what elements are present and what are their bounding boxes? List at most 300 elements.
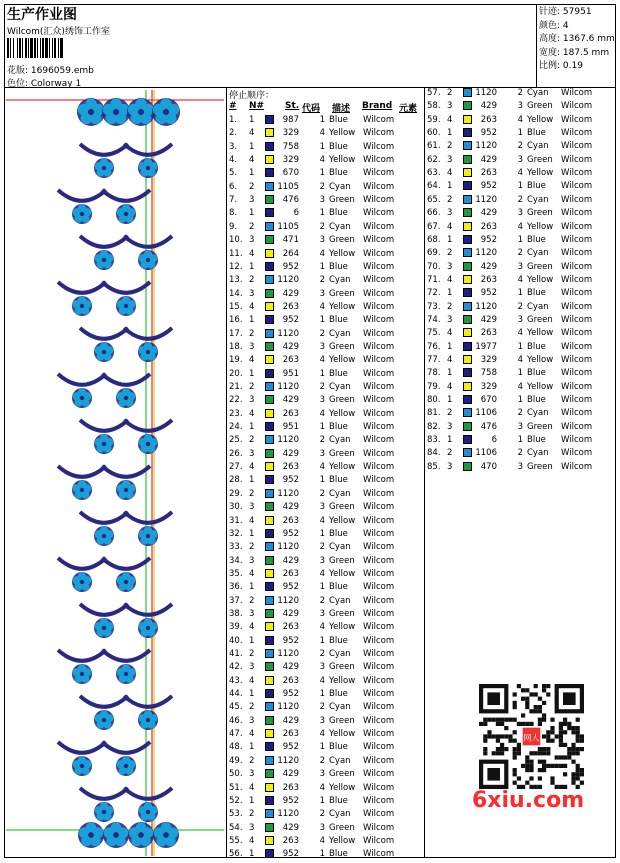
brand-name: Wilcom	[363, 515, 395, 526]
stop-row	[427, 101, 620, 114]
stitch-count: 263	[282, 515, 299, 526]
color-description: Blue	[329, 582, 348, 593]
color-swatch	[265, 823, 274, 832]
color-swatch	[265, 168, 274, 177]
needle-number: 4	[249, 835, 255, 846]
color-description: Cyan	[329, 649, 351, 659]
needle-number: 1	[447, 368, 453, 379]
stop-index: 62.	[427, 154, 441, 165]
color-code: 4	[517, 168, 523, 179]
brand-name: Wilcom	[363, 235, 395, 246]
stop-row	[229, 582, 424, 595]
color-swatch	[265, 435, 274, 444]
stop-index: 23.	[229, 408, 243, 419]
stop-row	[229, 409, 424, 422]
color-description: Green	[329, 715, 355, 726]
stitch-count: 263	[480, 114, 497, 125]
needle-number: 4	[447, 328, 453, 339]
color-description: Green	[329, 195, 355, 206]
stitch-count: 6	[293, 208, 299, 219]
stop-index: 55.	[229, 835, 243, 846]
stop-row	[229, 529, 424, 542]
stat-value: 0.19	[562, 61, 583, 71]
brand-name: Wilcom	[363, 462, 395, 473]
color-code: 3	[319, 395, 325, 406]
brand-name: Wilcom	[363, 328, 395, 339]
needle-number: 3	[249, 822, 255, 833]
brand-name: Wilcom	[363, 782, 395, 793]
stitch-count: 263	[282, 568, 299, 579]
needle-number: 2	[249, 435, 255, 446]
stop-row	[229, 742, 424, 755]
stitch-count: 263	[480, 274, 497, 285]
color-description: Blue	[329, 742, 348, 753]
preview-divider	[226, 87, 227, 858]
stop-row	[229, 249, 424, 262]
design-preview	[6, 90, 224, 856]
color-swatch	[463, 408, 472, 417]
color-swatch	[265, 849, 274, 858]
stop-index: 7.	[229, 195, 238, 206]
brand-name: Wilcom	[363, 448, 395, 459]
stop-index: 53.	[229, 809, 243, 820]
color-description: Green	[527, 461, 553, 472]
color-code: 2	[319, 221, 325, 232]
color-swatch	[265, 342, 274, 351]
stitch-count: 952	[282, 261, 299, 272]
brand-name: Wilcom	[561, 261, 593, 272]
color-code: 2	[517, 248, 523, 259]
brand-name: Wilcom	[363, 341, 395, 352]
color-description: Blue	[527, 181, 546, 192]
color-code: 1	[319, 528, 325, 539]
stop-index: 49.	[229, 755, 243, 766]
stop-index: 71.	[427, 274, 441, 285]
color-description: Blue	[329, 368, 348, 379]
stop-index: 84.	[427, 448, 441, 459]
stop-index: 10.	[229, 235, 243, 246]
color-description: Green	[329, 769, 355, 780]
needle-number: 4	[447, 221, 453, 232]
color-swatch	[265, 235, 274, 244]
color-swatch	[265, 449, 274, 458]
needle-number: 4	[249, 568, 255, 579]
brand-name: Wilcom	[363, 795, 395, 806]
color-description: Yellow	[329, 301, 356, 312]
needle-number: 4	[249, 155, 255, 166]
stop-index: 48.	[229, 742, 243, 753]
color-code: 1	[319, 422, 325, 433]
stitch-count: 6	[491, 435, 497, 446]
brand-name: Wilcom	[363, 475, 395, 486]
color-code: 1	[319, 742, 325, 753]
stop-index: 68.	[427, 234, 441, 245]
color-code: 4	[517, 328, 523, 339]
stitch-count: 263	[282, 301, 299, 312]
color-swatch	[265, 502, 274, 511]
stop-index: 79.	[427, 381, 441, 392]
color-description: Yellow	[329, 355, 356, 366]
color-description: Green	[527, 314, 553, 325]
stop-row	[427, 155, 620, 168]
stop-row	[427, 128, 620, 141]
stop-row	[427, 368, 620, 381]
stop-row	[427, 302, 620, 315]
brand-name: Wilcom	[363, 595, 395, 606]
stop-index: 60.	[427, 128, 441, 139]
stop-index: 33.	[229, 542, 243, 553]
brand-name: Wilcom	[363, 261, 395, 272]
stop-index: 20.	[229, 368, 243, 379]
brand-name: Wilcom	[561, 448, 593, 459]
color-code: 1	[517, 341, 523, 352]
needle-number: 3	[249, 502, 255, 513]
brand-name: Wilcom	[561, 181, 593, 192]
needle-number: 4	[249, 675, 255, 686]
color-description: Green	[329, 555, 355, 566]
stitch-count: 470	[480, 461, 497, 472]
stop-row	[427, 181, 620, 194]
color-swatch	[463, 208, 472, 217]
stitch-count: 329	[480, 381, 497, 392]
brand-name: Wilcom	[363, 729, 395, 740]
stitch-count: 952	[282, 849, 299, 860]
column-divider	[424, 87, 425, 858]
brand-name: Wilcom	[363, 248, 395, 259]
needle-number: 2	[249, 809, 255, 820]
needle-number: 2	[249, 328, 255, 339]
brand-name: Wilcom	[363, 301, 395, 312]
needle-number: 1	[447, 234, 453, 245]
stop-row	[229, 809, 424, 822]
stop-index: 19.	[229, 355, 243, 366]
color-description: Cyan	[329, 702, 351, 713]
qr-code-image	[470, 680, 586, 790]
stop-row	[229, 609, 424, 622]
needle-number: 2	[447, 194, 453, 205]
color-description: Blue	[329, 689, 348, 700]
stop-index: 67.	[427, 221, 441, 232]
stop-index: 31.	[229, 515, 243, 526]
color-description: Green	[527, 101, 553, 112]
stop-index: 59.	[427, 114, 441, 125]
needle-number: 3	[447, 101, 453, 112]
color-description: Cyan	[329, 488, 351, 499]
color-code: 1	[319, 689, 325, 700]
brand-name: Wilcom	[363, 195, 395, 206]
color-swatch	[265, 622, 274, 631]
color-code: 4	[319, 408, 325, 419]
stat-label: 颜色:	[539, 20, 561, 31]
color-description: Yellow	[527, 274, 554, 285]
needle-number: 1	[249, 475, 255, 486]
color-description: Blue	[329, 141, 348, 152]
color-code: 1	[517, 128, 523, 139]
stitch-count: 476	[282, 195, 299, 206]
brand-name: Wilcom	[561, 421, 593, 432]
color-swatch	[265, 796, 274, 805]
needle-number: 3	[447, 314, 453, 325]
brand-name: Wilcom	[363, 568, 395, 579]
stop-row	[229, 369, 424, 382]
col-st: St.	[285, 101, 300, 111]
stitch-count: 758	[480, 368, 497, 379]
color-code: 3	[319, 608, 325, 619]
embroidery-preview	[6, 90, 224, 856]
stop-row	[427, 342, 620, 355]
brand-name: Wilcom	[363, 715, 395, 726]
color-description: Cyan	[527, 194, 549, 205]
stop-row	[427, 141, 620, 154]
brand-name: Wilcom	[363, 208, 395, 219]
stitch-count: 263	[282, 675, 299, 686]
stop-row	[229, 168, 424, 181]
color-swatch	[265, 489, 274, 498]
needle-number: 1	[447, 128, 453, 139]
stat-value: 4	[562, 20, 569, 31]
color-code: 4	[517, 274, 523, 285]
color-swatch	[265, 409, 274, 418]
stop-index: 75.	[427, 328, 441, 339]
stitch-count: 1120	[475, 301, 497, 312]
brand-name: Wilcom	[363, 115, 395, 125]
color-description: Yellow	[329, 675, 356, 686]
color-code: 4	[319, 301, 325, 312]
color-code: 4	[319, 128, 325, 139]
brand-name: Wilcom	[561, 234, 593, 245]
stop-index: 26.	[229, 448, 243, 459]
color-description: Green	[329, 341, 355, 352]
stop-index: 72.	[427, 288, 441, 299]
stop-index: 80.	[427, 395, 441, 406]
needle-number: 1	[249, 849, 255, 860]
color-swatch	[265, 275, 274, 284]
stop-index: 15.	[229, 301, 243, 312]
color-code: 2	[517, 408, 523, 419]
stop-index: 74.	[427, 314, 441, 325]
color-swatch	[265, 182, 274, 191]
color-code: 1	[319, 208, 325, 219]
brand-name: Wilcom	[561, 274, 593, 285]
color-swatch	[463, 395, 472, 404]
brand-name: Wilcom	[363, 542, 395, 553]
color-swatch	[265, 462, 274, 471]
color-description: Yellow	[329, 835, 356, 846]
brand-name: Wilcom	[561, 381, 593, 392]
color-description: Cyan	[527, 301, 549, 312]
stop-index: 73.	[427, 301, 441, 312]
color-swatch	[463, 342, 472, 351]
brand-name: Wilcom	[561, 88, 593, 98]
stat-stitches	[539, 6, 616, 20]
stop-row	[229, 769, 424, 782]
stop-index: 58.	[427, 101, 441, 112]
color-swatch	[463, 315, 472, 324]
col-element: 元素	[399, 104, 418, 114]
color-description: Yellow	[329, 155, 356, 166]
stitch-count: 263	[282, 462, 299, 473]
brand-name: Wilcom	[363, 435, 395, 446]
color-description: Green	[527, 208, 553, 219]
stop-index: 40.	[229, 635, 243, 646]
brand-name: Wilcom	[561, 328, 593, 339]
stop-index: 52.	[229, 795, 243, 806]
needle-number: 1	[249, 582, 255, 593]
col-code: 代码	[302, 104, 321, 114]
color-swatch	[265, 582, 274, 591]
color-code: 4	[319, 729, 325, 740]
needle-number: 4	[447, 168, 453, 179]
brand-name: Wilcom	[363, 355, 395, 366]
color-code: 2	[517, 301, 523, 312]
color-description: Yellow	[329, 622, 356, 633]
color-swatch	[265, 249, 274, 258]
needle-number: 2	[249, 755, 255, 766]
stop-index: 39.	[229, 622, 243, 633]
brand-name: Wilcom	[561, 355, 593, 365]
needle-number: 2	[447, 448, 453, 459]
color-code: 3	[517, 461, 523, 472]
stitch-count: 1120	[475, 248, 497, 259]
stop-index: 13.	[229, 275, 243, 286]
stop-index: 81.	[427, 408, 441, 419]
color-swatch	[463, 275, 472, 284]
stop-index: 24.	[229, 422, 243, 433]
color-code: 2	[319, 595, 325, 606]
color-code: 4	[319, 622, 325, 633]
color-description: Cyan	[527, 448, 549, 459]
stop-index: 43.	[229, 675, 243, 686]
stop-index: 21.	[229, 382, 243, 392]
needle-number: 3	[249, 195, 255, 206]
color-description: Cyan	[329, 542, 351, 553]
stitch-count: 263	[282, 408, 299, 419]
stitch-count: 263	[480, 168, 497, 179]
color-code: 1	[517, 181, 523, 192]
color-description: Yellow	[329, 515, 356, 526]
stitch-count: 1120	[277, 488, 299, 499]
stop-row	[229, 155, 424, 168]
needle-number: 3	[249, 715, 255, 726]
stitch-count: 758	[282, 141, 299, 152]
stat-scale	[539, 60, 616, 74]
color-description: Yellow	[527, 114, 554, 125]
brand-name: Wilcom	[363, 168, 395, 179]
stop-index: 54.	[229, 822, 243, 833]
stop-index: 63.	[427, 168, 441, 179]
stop-row	[427, 328, 620, 341]
brand-name: Wilcom	[363, 181, 395, 192]
stop-row	[427, 422, 620, 435]
needle-number: 4	[249, 729, 255, 740]
color-swatch	[265, 542, 274, 551]
color-code: 3	[517, 261, 523, 272]
stop-row	[427, 355, 620, 368]
stop-index: 85.	[427, 461, 441, 472]
needle-number: 3	[447, 208, 453, 219]
stop-row	[229, 569, 424, 582]
color-description: Green	[329, 822, 355, 833]
color-swatch	[463, 222, 472, 231]
stitch-count: 429	[282, 341, 299, 352]
stitch-count: 429	[282, 288, 299, 299]
color-swatch	[265, 836, 274, 845]
color-code: 1	[319, 261, 325, 272]
needle-number: 2	[249, 275, 255, 286]
color-description: Blue	[329, 528, 348, 539]
color-code: 4	[319, 155, 325, 166]
needle-number: 3	[249, 341, 255, 352]
needle-number: 4	[249, 622, 255, 633]
color-code: 4	[319, 675, 325, 686]
stitch-count: 429	[282, 769, 299, 780]
stitch-count: 952	[282, 582, 299, 593]
color-code: 3	[517, 154, 523, 165]
stitch-count: 263	[282, 355, 299, 366]
color-code: 4	[517, 221, 523, 232]
needle-number: 2	[249, 542, 255, 553]
color-code: 4	[517, 355, 523, 365]
color-description: Green	[329, 395, 355, 406]
color-swatch	[463, 235, 472, 244]
color-code: 1	[517, 288, 523, 299]
needle-number: 2	[447, 88, 453, 98]
stop-index: 14.	[229, 288, 243, 299]
color-swatch	[265, 716, 274, 725]
stitch-count: 952	[282, 689, 299, 700]
barcode	[7, 38, 115, 58]
stop-index: 82.	[427, 421, 441, 432]
color-swatch	[265, 369, 274, 378]
stop-index: 6.	[229, 181, 238, 192]
stop-index: 77.	[427, 355, 441, 365]
color-swatch	[463, 355, 472, 364]
color-code: 4	[517, 114, 523, 125]
needle-number: 2	[249, 181, 255, 192]
brand-name: Wilcom	[363, 488, 395, 499]
color-description: Cyan	[329, 328, 351, 339]
stat-width	[539, 47, 616, 61]
color-code: 4	[517, 381, 523, 392]
color-swatch	[265, 302, 274, 311]
needle-number: 1	[249, 115, 255, 125]
stat-colors	[539, 20, 616, 34]
brand-name: Wilcom	[561, 435, 593, 446]
stop-index: 46.	[229, 715, 243, 726]
studio-name: Wilcom(汇众)绣饰工作室	[7, 27, 110, 37]
color-description: Cyan	[329, 181, 351, 192]
brand-name: Wilcom	[363, 582, 395, 593]
color-swatch	[265, 422, 274, 431]
stop-row	[427, 408, 620, 421]
needle-number: 1	[249, 141, 255, 152]
color-code: 4	[319, 835, 325, 846]
watermark-logo: 6xiu.com	[472, 788, 585, 813]
brand-name: Wilcom	[561, 168, 593, 179]
color-description: Blue	[329, 635, 348, 646]
brand-name: Wilcom	[561, 408, 593, 419]
color-swatch	[463, 368, 472, 377]
stitch-count: 471	[282, 235, 299, 246]
color-swatch	[265, 315, 274, 324]
stop-row	[229, 542, 424, 555]
color-swatch	[265, 662, 274, 671]
stop-index: 42.	[229, 662, 243, 673]
stitch-count: 670	[282, 168, 299, 179]
needle-number: 4	[249, 408, 255, 419]
stop-row	[229, 649, 424, 662]
stop-index: 30.	[229, 502, 243, 513]
